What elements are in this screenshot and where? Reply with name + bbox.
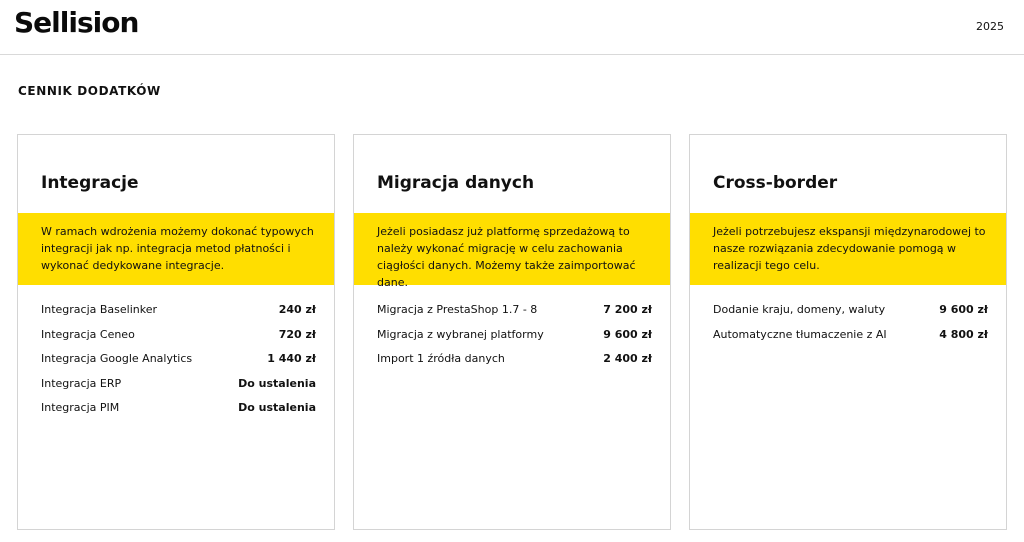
card-migracja-danych xyxy=(353,134,671,530)
price-row xyxy=(354,323,670,348)
price-row xyxy=(18,323,334,348)
price-row xyxy=(354,298,670,323)
item-price: 1 440 zł xyxy=(267,352,316,365)
item-price: 240 zł xyxy=(278,303,316,316)
price-row xyxy=(18,372,334,397)
header xyxy=(0,0,1024,55)
item-label: Dodanie kraju, domeny, waluty xyxy=(713,303,886,316)
price-row xyxy=(354,347,670,372)
logo: Sellision xyxy=(14,6,139,39)
section-title: CENNIK DODATKÓW xyxy=(18,84,161,98)
card-integracje xyxy=(17,134,335,530)
card-description: Jeżeli potrzebujesz ekspansji międzynarodowej to nasze rozwiązania zdecydowanie pomogą w realizacji tego celu. xyxy=(690,213,1006,285)
item-label: Integracja PIM xyxy=(41,401,120,414)
price-row xyxy=(18,298,334,323)
item-label: Automatyczne tłumaczenie z AI xyxy=(713,327,887,341)
item-price: 9 600 zł xyxy=(939,303,988,316)
card-title: Migracja danych xyxy=(377,173,535,193)
item-price: Do ustalenia xyxy=(238,376,316,390)
price-row xyxy=(18,396,334,421)
item-label: Migracja z PrestaShop 1.7 - 8 xyxy=(377,303,538,316)
price-row xyxy=(18,347,334,372)
item-label: Integracja Google Analytics xyxy=(41,352,193,365)
item-label: Integracja Baselinker xyxy=(41,303,158,316)
price-list xyxy=(354,298,670,372)
year-label: 2025 xyxy=(976,20,1004,33)
item-label: Integracja Ceneo xyxy=(41,327,135,341)
price-row xyxy=(690,298,1006,323)
price-row xyxy=(690,323,1006,348)
item-label: Migracja z wybranej platformy xyxy=(377,327,544,341)
card-description: W ramach wdrożenia możemy dokonać typowych integracji jak np. integracja metod płatności i wykonać dedykowane integracje. xyxy=(18,213,334,285)
price-list xyxy=(18,298,334,421)
card-cross-border xyxy=(689,134,1007,530)
card-description: Jeżeli posiadasz już platformę sprzedażową to należy wykonać migrację w celu zachowania ciągłości danych. Możemy także zaimportować dane. xyxy=(354,213,670,285)
card-title: Integracje xyxy=(41,173,139,193)
item-label: Import 1 źródła danych xyxy=(377,352,505,365)
item-label: Integracja ERP xyxy=(41,376,122,390)
card-title: Cross-border xyxy=(713,173,838,193)
item-price: Do ustalenia xyxy=(238,401,316,414)
item-price: 720 zł xyxy=(278,327,316,341)
item-price: 2 400 zł xyxy=(603,352,652,365)
item-price: 9 600 zł xyxy=(603,327,652,341)
item-price: 4 800 zł xyxy=(939,327,988,341)
item-price: 7 200 zł xyxy=(603,303,652,316)
price-list xyxy=(690,298,1006,347)
